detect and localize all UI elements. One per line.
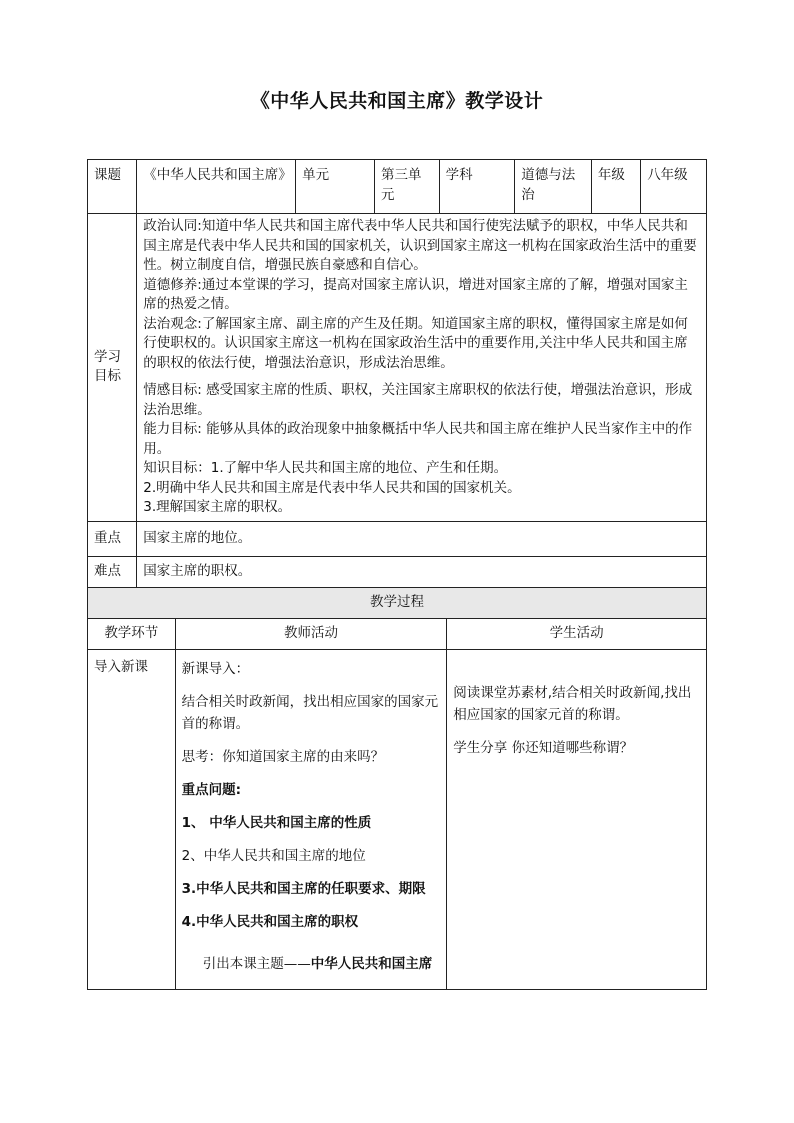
teacher-line-key-questions: 重点问题: <box>181 781 242 798</box>
student-line-read: 阅读课堂苏素材,结合相关时政新闻,找出相应国家的国家元首的称谓。 <box>453 684 692 723</box>
intro-row <box>88 649 707 989</box>
lesson-plan-table <box>87 159 707 990</box>
header-row <box>88 160 707 214</box>
topic-value: 《中华人民共和国主席》 <box>137 160 296 214</box>
goal-ability: 能力目标: 能够从具体的政治现象中抽象概括中华人民共和国主席在维护人民当家作主中的作用。 <box>143 421 693 457</box>
teacher-line-q2: 2、中华人民共和国主席的地位 <box>181 847 366 864</box>
goal-knowledge-3: 3.理解国家主席的职权。 <box>143 499 292 515</box>
student-activity <box>447 649 707 989</box>
goals-label-line1: 学习 <box>94 348 121 365</box>
key-point-value: 国家主席的地位。 <box>137 521 707 556</box>
col-teacher-header: 教师活动 <box>175 618 447 649</box>
document-title: 《中华人民共和国主席》教学设计 <box>250 90 544 112</box>
teacher-line-q4: 4.中华人民共和国主席的职权 <box>181 913 359 930</box>
stage-intro: 导入新课 <box>88 649 176 989</box>
process-title: 教学过程 <box>88 587 707 618</box>
unit-label: 单元 <box>296 160 375 214</box>
key-point-label: 重点 <box>88 521 137 556</box>
grade-label: 年级 <box>591 160 640 214</box>
teacher-line-q3: 3.中华人民共和国主席的任职要求、期限 <box>181 880 426 897</box>
topic-label: 课题 <box>88 160 137 214</box>
goals-label <box>88 214 137 522</box>
teacher-line-q1: 1、 中华人民共和国主席的性质 <box>181 814 372 831</box>
teacher-line-news: 结合相关时政新闻，找出相应国家的国家元首的称谓。 <box>181 693 439 732</box>
teacher-topic-note <box>182 953 441 975</box>
teacher-note-prefix: 引出本课主题—— <box>202 955 311 972</box>
teacher-line-intro: 新课导入： <box>181 660 250 677</box>
process-title-row <box>88 587 707 618</box>
key-point-row <box>88 521 707 556</box>
col-stage-header: 教学环节 <box>88 618 176 649</box>
difficulty-label: 难点 <box>88 556 137 587</box>
subject-value: 道德与法治 <box>515 160 592 214</box>
difficulty-value: 国家主席的职权。 <box>137 556 707 587</box>
goal-political: 政治认同:知道中华人民共和国主席代表中华人民共和国行使宪法赋予的职权，中华人民共和国主席是代表中华人民共和国的国家机关，认识到国家主席这一机构在国家政治生活中的重要性。树立制度自信，增强民族自豪感和自信心。 <box>143 218 697 273</box>
goal-knowledge-2: 2.明确中华人民共和国主席是代表中华人民共和国的国家机关。 <box>143 479 521 496</box>
goals-row <box>88 214 707 522</box>
process-header-row <box>88 618 707 649</box>
goal-moral: 道德修养:通过本堂课的学习，提高对国家主席认识，增进对国家主席的了解，增强对国家主席的热爱之情。 <box>143 276 688 312</box>
goal-legal: 法治观念:了解国家主席、副主席的产生及任期。知道国家主席的职权，懂得国家主席是如何行使职权的。认识国家主席这一机构在国家政治生活中的重要作用,关注中华人民共和国主席的职权的依法行使，增强法治意识，形成法治思维。 <box>143 315 688 371</box>
col-student-header: 学生活动 <box>447 618 707 649</box>
grade-value: 八年级 <box>641 160 707 214</box>
goal-emotion: 情感目标: 感受国家主席的性质、职权，关注国家主席职权的依法行使，增强法治意识，形成法治思维。 <box>143 382 693 418</box>
teacher-line-think: 思考：你知道国家主席的由来吗？ <box>181 748 385 765</box>
unit-value: 第三单元 <box>375 160 440 214</box>
teacher-note-topic: 中华人民共和国主席 <box>310 955 433 972</box>
goal-knowledge-1: 知识目标：1.了解中华人民共和国主席的地位、产生和任期。 <box>143 460 508 476</box>
difficulty-row <box>88 556 707 587</box>
subject-label: 学科 <box>439 160 515 214</box>
teacher-activity <box>175 649 447 989</box>
goals-content <box>137 214 707 522</box>
student-line-share: 学生分享 你还知道哪些称谓？ <box>453 739 634 756</box>
goals-label-line2: 目标 <box>94 368 121 385</box>
